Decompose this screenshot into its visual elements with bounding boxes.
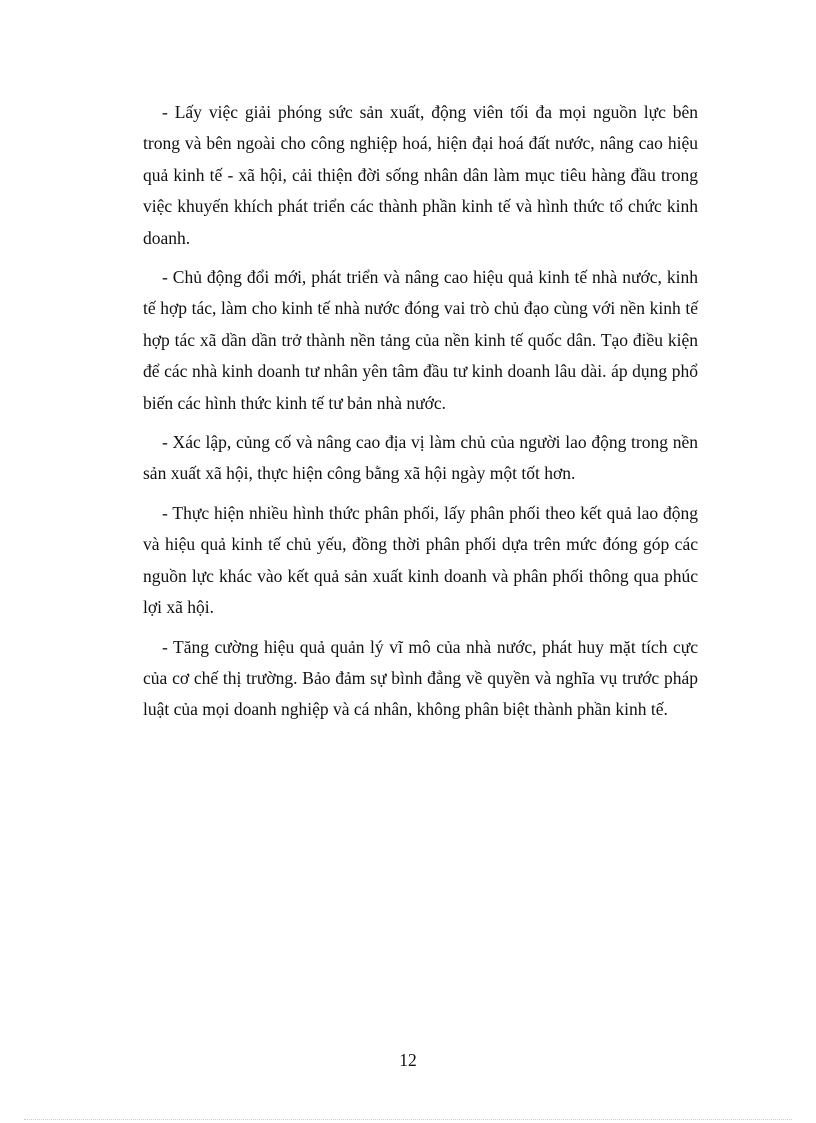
paragraph-distribution-forms: - Thực hiện nhiều hình thức phân phối, lấy phân phối theo kết quả lao động và hiệu quả kinh tế chủ yếu, đồng thời phân phối dựa trên mức đóng góp các nguồn lực khác vào kết quả sản xuất kinh doanh và phân phối thông qua phúc lợi xã hội. bbox=[143, 502, 698, 618]
page-number: 12 bbox=[399, 1050, 417, 1070]
page-body bbox=[143, 97, 698, 734]
paragraph-state-economy-renewal: - Chủ động đổi mới, phát triển và nâng cao hiệu quả kinh tế nhà nước, kinh tế hợp tác, làm cho kinh tế nhà nước đóng vai trò chủ đạo cùng với nền kinh tế hợp tác xã dần dần trở thành nền tảng của nền kinh tế quốc dân. Tạo điều kiện để các nhà kinh doanh tư nhân yên tâm đầu tư kinh doanh lâu dài. áp dụng phổ biến các hình thức kinh tế tư bản nhà nước. bbox=[143, 267, 698, 413]
paragraph-macro-management: - Tăng cường hiệu quả quản lý vĩ mô của nhà nước, phát huy mặt tích cực của cơ chế thị trường. Bảo đảm sự bình đẳng về quyền và nghĩa vụ trước pháp luật của mọi doanh nghiệp và cá nhân, không phân biệt thành phần kinh tế. bbox=[143, 636, 698, 720]
page-bottom-dotted-rule bbox=[24, 1119, 792, 1120]
paragraph-production-liberation: - Lấy việc giải phóng sức sản xuất, động viên tối đa mọi nguồn lực bên trong và bên ngoài cho công nghiệp hoá, hiện đại hoá đất nước, nâng cao hiệu quả kinh tế - xã hội, cải thiện đời sống nhân dân làm mục tiêu hàng đầu trong việc khuyến khích phát triển các thành phần kinh tế và hình thức tổ chức kinh doanh. bbox=[143, 102, 698, 248]
paragraph-worker-ownership: - Xác lập, củng cố và nâng cao địa vị làm chủ của người lao động trong nền sản xuất xã hội, thực hiện công bằng xã hội ngày một tốt hơn. bbox=[143, 432, 698, 484]
